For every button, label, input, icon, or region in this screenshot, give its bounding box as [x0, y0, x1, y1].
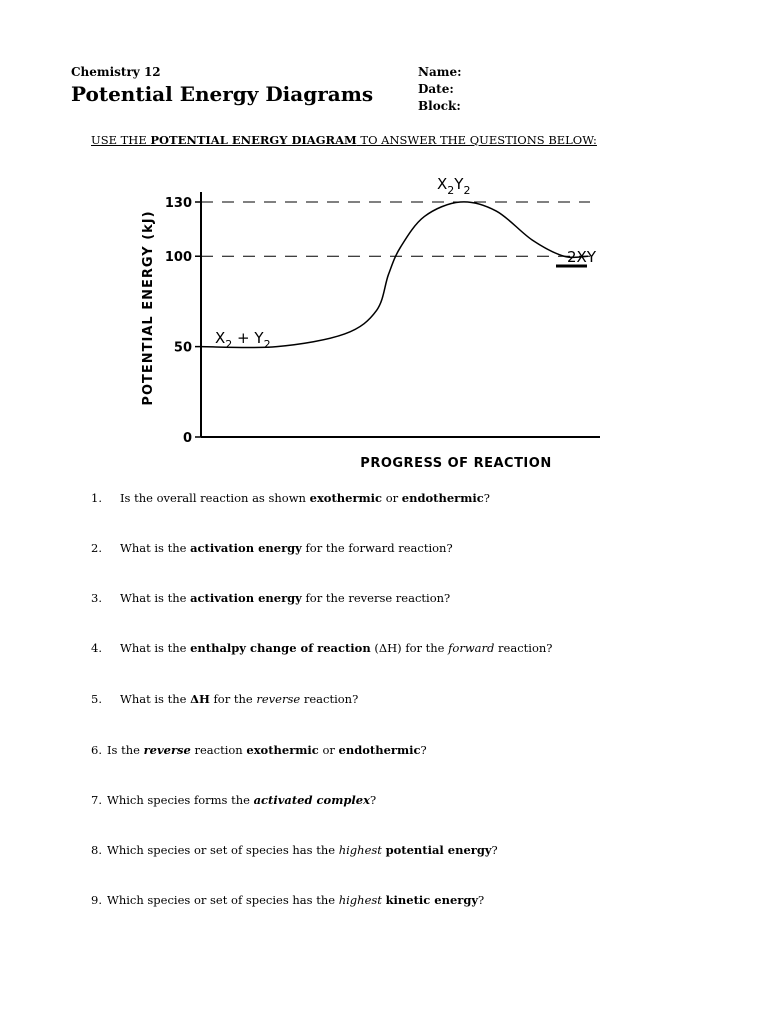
question-text	[120, 641, 552, 655]
question-text-part: ?	[369, 793, 377, 807]
potential-energy-diagram	[0, 0, 770, 480]
y-axis-label: POTENTIAL ENERGY (kJ)	[141, 210, 156, 406]
products-label: 2XY	[567, 248, 596, 266]
question-text-part: reaction	[190, 743, 247, 757]
question-text-part: What is the	[120, 641, 191, 655]
question-text	[107, 843, 498, 857]
question-text-part: endothermic	[401, 491, 484, 505]
question-number: 6.	[91, 743, 102, 757]
question-text-part: What is the	[120, 541, 191, 555]
question-text-part: Which species or set of species has the	[107, 843, 339, 857]
question-text-part: reaction?	[300, 692, 359, 706]
question-text	[107, 893, 484, 907]
question-number: 5.	[91, 692, 102, 706]
question-text-part: potential energy	[385, 843, 492, 857]
question-text-part: Which species forms the	[107, 793, 254, 807]
question-number: 7.	[91, 793, 102, 807]
energy-curve	[201, 202, 588, 348]
question-text-part: ?	[420, 743, 427, 757]
question-text-part: kinetic energy	[385, 893, 479, 907]
page-title: Potential Energy Diagrams	[71, 82, 374, 106]
question-text	[120, 591, 450, 605]
question-text-part: activated complex	[253, 793, 370, 807]
question-number: 2.	[91, 541, 102, 555]
question-text-part: for the	[209, 692, 257, 706]
question-text-part: ΔH	[190, 692, 210, 706]
y-tick-label: 130	[164, 196, 192, 211]
question-text-part: enthalpy change of reaction	[190, 641, 371, 655]
question-number: 9.	[91, 893, 102, 907]
question-text-part: for the reverse reaction?	[301, 591, 451, 605]
question-text-part: activation energy	[190, 591, 302, 605]
question-text-part: reverse	[143, 743, 191, 757]
question-text-part: for the forward reaction?	[301, 541, 453, 555]
date-label: Date:	[418, 82, 454, 96]
question-text	[107, 793, 376, 807]
activated-complex-label: $X_2Y_2$	[437, 175, 471, 197]
block-label: Block:	[418, 99, 461, 113]
question-text-part: (ΔH) for the	[370, 641, 449, 655]
question-text-part: ?	[491, 843, 498, 857]
question-text-part: What is the	[120, 591, 191, 605]
question-text-part: exothermic	[246, 743, 319, 757]
question-number: 8.	[91, 843, 102, 857]
question-text-part: forward	[448, 641, 495, 655]
question-text	[120, 692, 358, 706]
question-text-part: exothermic	[309, 491, 383, 505]
question-text-part: endothermic	[338, 743, 421, 757]
question-text-part: or	[318, 743, 339, 757]
question-number: 4.	[91, 641, 102, 655]
question-text-part: activation energy	[190, 541, 302, 555]
question-text-part: reverse	[256, 692, 301, 706]
instructions-pre: USE THE	[91, 133, 151, 147]
question-text-part: highest	[338, 893, 382, 907]
question-text-part: ?	[478, 893, 485, 907]
question-text-part: reaction?	[494, 641, 553, 655]
question-text	[120, 491, 490, 505]
question-text-part: or	[382, 491, 402, 505]
x-axis-label: PROGRESS OF REACTION	[360, 456, 552, 471]
course-label: Chemistry 12	[71, 65, 161, 79]
question-text-part: ?	[483, 491, 490, 505]
question-number: 1.	[91, 491, 102, 505]
question-text-part: Is the overall reaction as shown	[120, 491, 310, 505]
question-text-part: What is the	[120, 692, 191, 706]
question-text-part: Is the	[107, 743, 144, 757]
reactants-label: $X_2 + Y_2$	[215, 329, 271, 351]
y-tick-label: 0	[182, 431, 192, 446]
instructions-post: TO ANSWER THE QUESTIONS BELOW:	[356, 133, 597, 147]
y-tick-label: 100	[164, 250, 192, 266]
question-text-part: Which species or set of species has the	[107, 893, 339, 907]
name-label: Name:	[418, 65, 462, 79]
instructions-bold: POTENTIAL ENERGY DIAGRAM	[150, 133, 357, 147]
question-text-part: highest	[338, 843, 382, 857]
question-text	[120, 541, 453, 555]
question-text	[107, 743, 427, 757]
y-tick-label: 50	[173, 340, 192, 356]
question-number: 3.	[91, 591, 102, 605]
